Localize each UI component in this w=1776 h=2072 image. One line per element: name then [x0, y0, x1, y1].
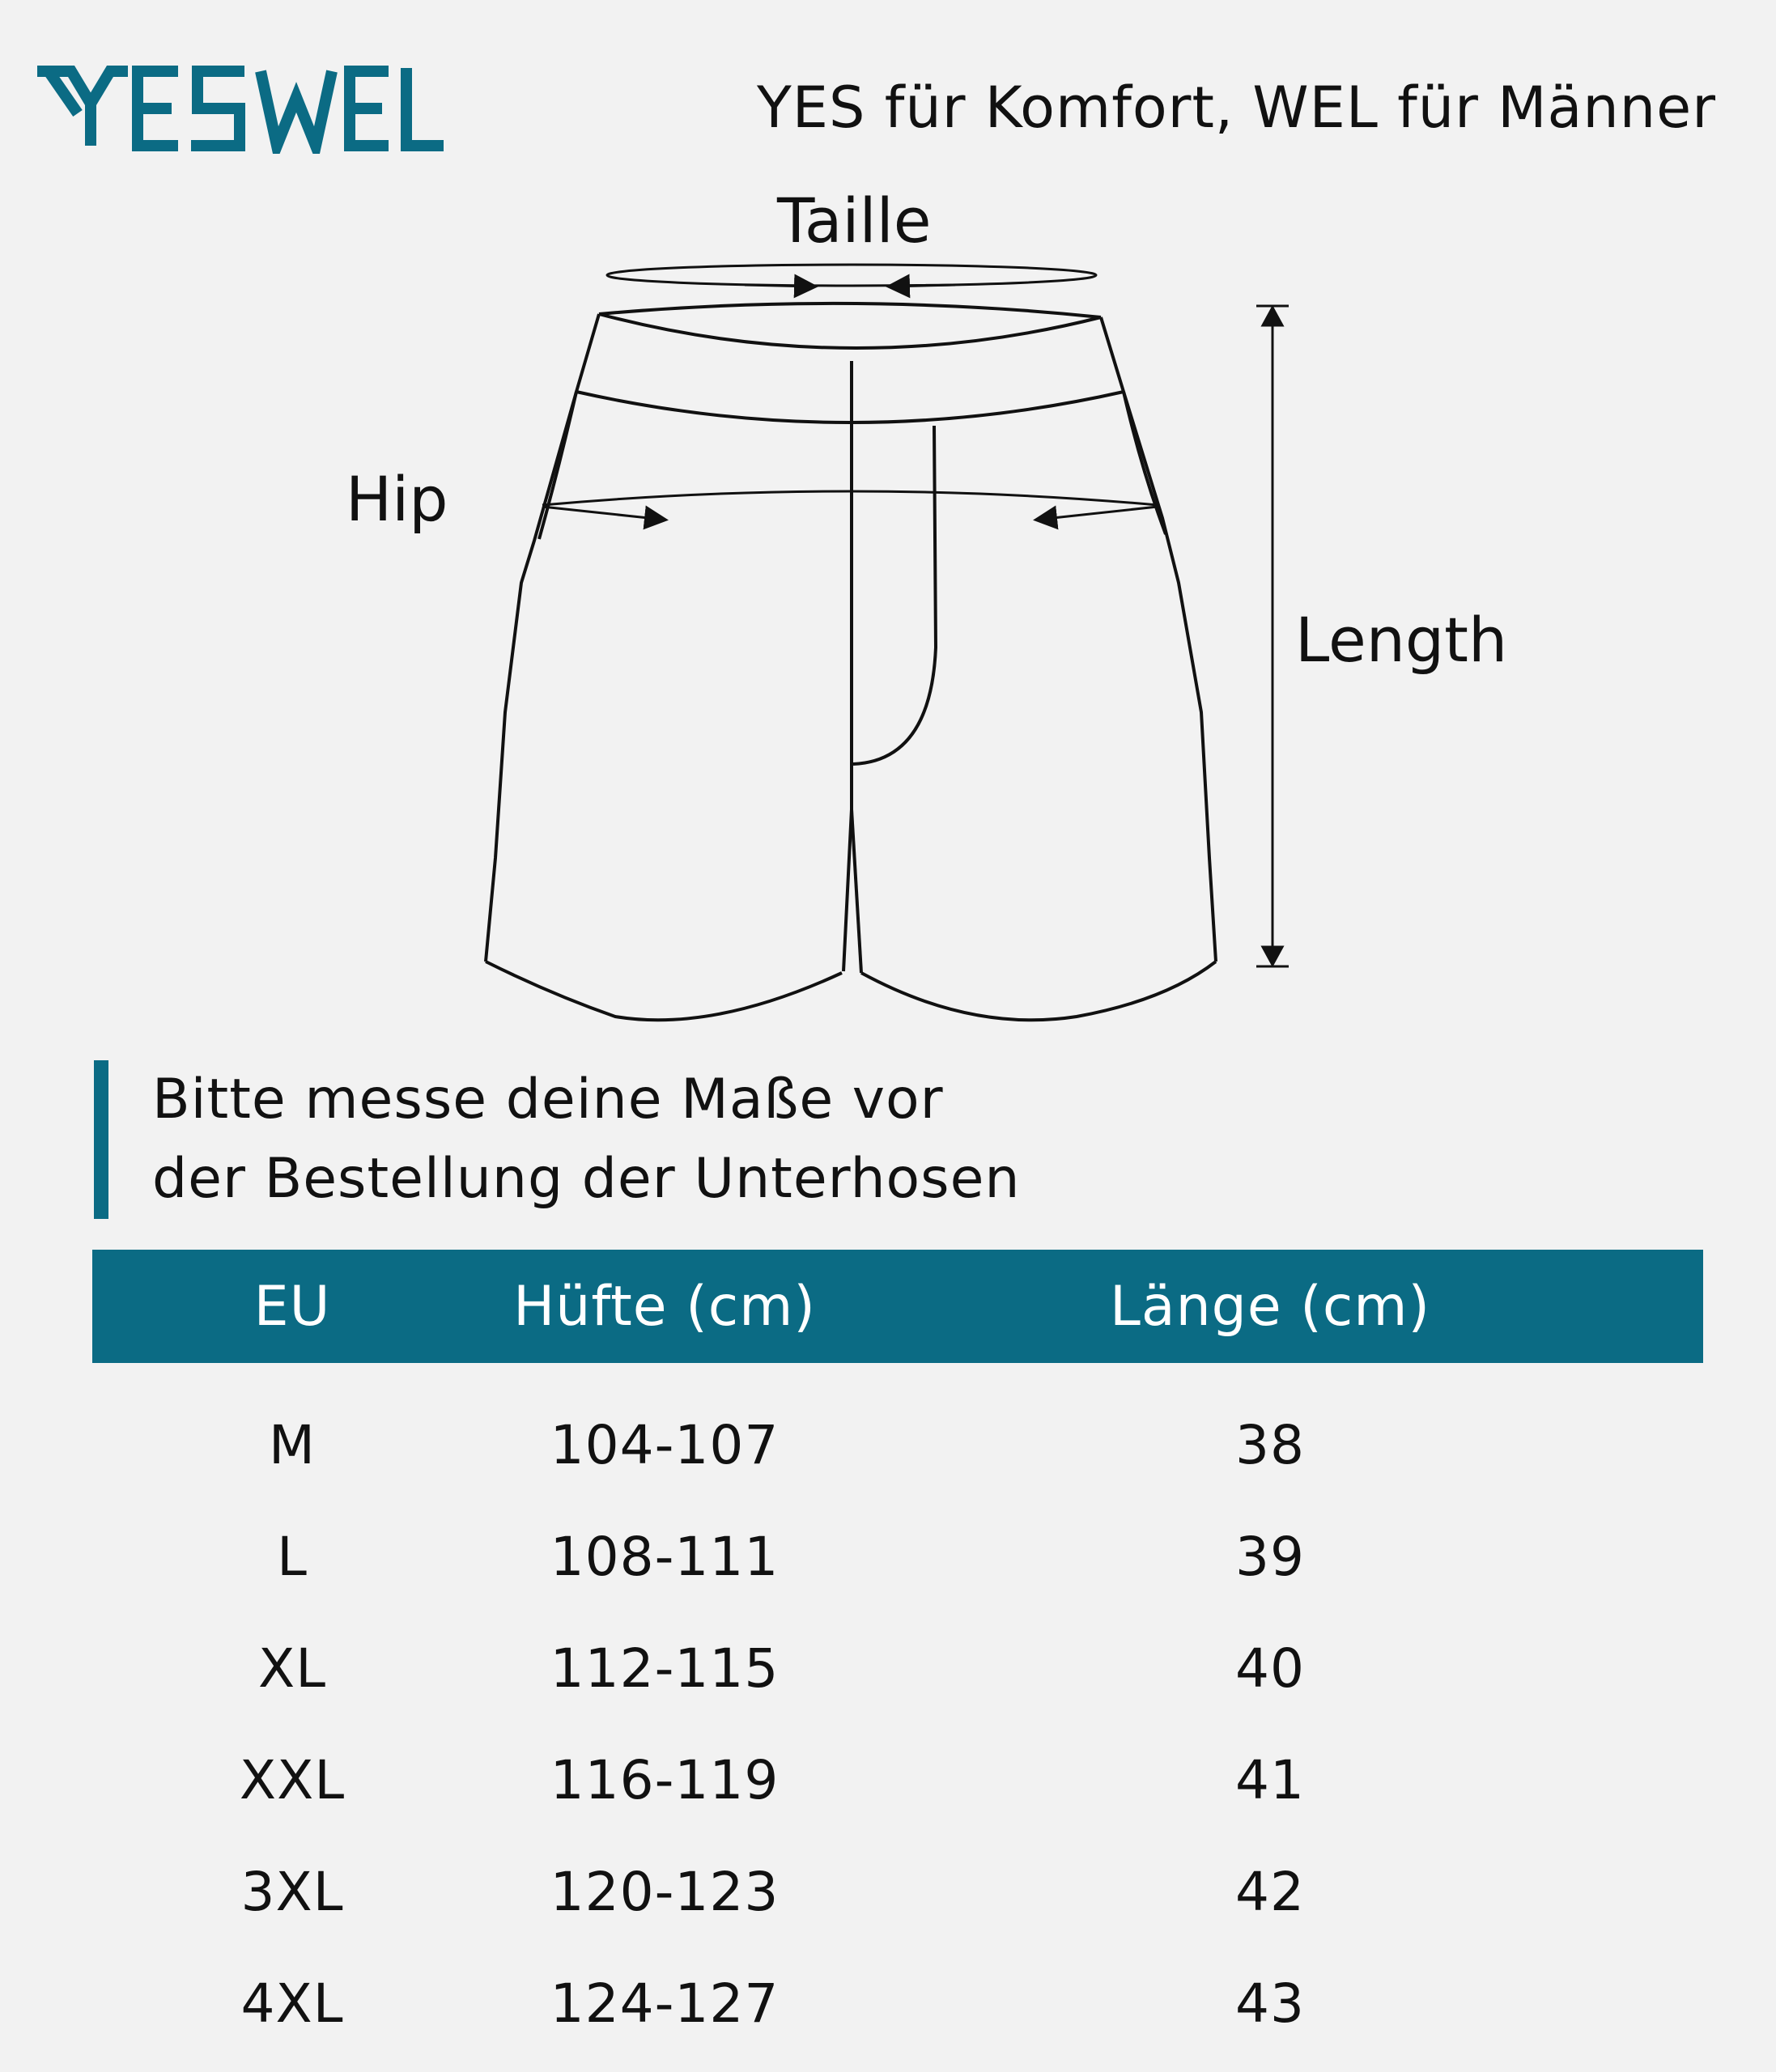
cell-length: 40: [1235, 1637, 1305, 1700]
waist-measure-ring: [607, 265, 1096, 287]
header-hip: Hüfte (cm): [492, 1250, 837, 1363]
table-row: [92, 1724, 1703, 1836]
table-row: [92, 1947, 1703, 2059]
cell-length: 43: [1235, 1972, 1305, 2035]
shorts-outline: [486, 304, 1216, 1020]
cell-size: L: [277, 1525, 308, 1588]
cell-hip: 104-107: [550, 1413, 780, 1476]
cell-hip: 124-127: [550, 1972, 780, 2035]
cell-hip: 112-115: [550, 1637, 780, 1700]
size-table-header: [92, 1250, 1703, 1363]
hip-label: Hip: [346, 463, 448, 535]
cell-length: 41: [1235, 1748, 1305, 1811]
note-line-2: der Bestellung der Unterhosen: [152, 1147, 1021, 1211]
cell-size: M: [269, 1413, 316, 1476]
cell-length: 42: [1235, 1860, 1305, 1923]
waist-label: Taille: [777, 185, 932, 257]
length-measure-line: [1256, 306, 1289, 966]
brand-tagline: YES für Komfort, WEL für Männer: [757, 74, 1716, 141]
measurement-note: [94, 1060, 1021, 1219]
table-row: [92, 1836, 1703, 1947]
table-row: [92, 1501, 1703, 1612]
table-row: [92, 1612, 1703, 1724]
header-eu: EU: [92, 1250, 492, 1363]
cell-size: XL: [258, 1637, 326, 1700]
cell-hip: 120-123: [550, 1860, 780, 1923]
cell-size: 4XL: [240, 1972, 344, 2035]
note-line-1: Bitte messe deine Maße vor: [152, 1068, 944, 1132]
cell-hip: 108-111: [550, 1525, 780, 1588]
table-row: [92, 1363, 1703, 1501]
length-label: Length: [1295, 604, 1508, 676]
cell-hip: 116-119: [550, 1748, 780, 1811]
size-table: [92, 1250, 1703, 2059]
cell-length: 38: [1235, 1413, 1305, 1476]
cell-size: XXL: [239, 1748, 346, 1811]
header-length: Länge (cm): [837, 1250, 1703, 1363]
cell-length: 39: [1235, 1525, 1305, 1588]
cell-size: 3XL: [240, 1860, 344, 1923]
